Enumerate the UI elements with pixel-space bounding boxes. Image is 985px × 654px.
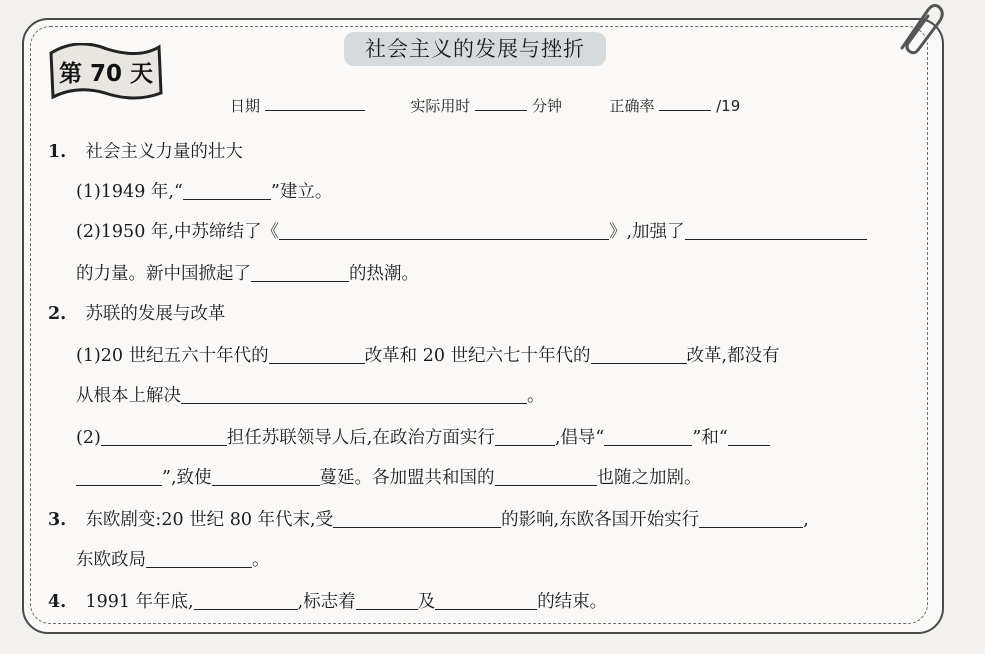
day-number: 第 70 天 (58, 61, 154, 87)
page-title: 社会主义的发展与挫折 (344, 32, 606, 66)
question-1-line-3: 的力量。新中国掀起了 的热潮。 (76, 264, 419, 284)
date-blank[interactable] (265, 92, 365, 111)
paperclip-icon (888, 0, 948, 56)
accuracy-label: 正确率 (609, 97, 655, 115)
answer-blank[interactable] (181, 402, 527, 404)
answer-blank[interactable] (728, 444, 770, 446)
answer-blank[interactable] (101, 444, 227, 446)
answer-blank[interactable] (269, 362, 365, 364)
answer-blank[interactable] (333, 526, 501, 528)
question-1-heading: 1. 社会主义力量的壮大 (48, 142, 243, 162)
question-2-line-2: 从根本上解决 。 (76, 386, 545, 406)
question-2-line-1: (1)20 世纪五六十年代的 改革和 20 世纪六七十年代的 改革,都没有 (76, 346, 780, 366)
answer-blank[interactable] (685, 238, 867, 240)
answer-blank[interactable] (699, 526, 803, 528)
question-3-line-2: 东欧政局 。 (76, 550, 270, 570)
info-row (230, 92, 740, 116)
question-1-line-1: (1)1949 年,“ ”建立。 (76, 182, 333, 202)
question-1-line-2: (2)1950 年,中苏缔结了《 》,加强了 (76, 218, 867, 243)
answer-blank[interactable] (251, 280, 349, 282)
day-badge (47, 43, 165, 101)
accuracy-total: /19 (716, 97, 741, 115)
time-unit: 分钟 (531, 97, 562, 115)
answer-blank[interactable] (356, 608, 418, 610)
question-2-line-4: ”,致使 蔓延。各加盟共和国的 也随之加剧。 (76, 464, 702, 489)
answer-blank[interactable] (435, 608, 537, 610)
question-3-line-1: 3. 东欧剧变:20 世纪 80 年代末,受 的影响,东欧各国开始实行 , (48, 510, 809, 530)
question-2-line-3: (2) 担任苏联领导人后,在政治方面实行 ,倡导“ ”和“ (76, 424, 770, 449)
answer-blank[interactable] (183, 198, 271, 200)
answer-blank[interactable] (604, 444, 692, 446)
question-4-line-1: 4. 1991 年年底, ,标志着 及 的结束。 (48, 592, 608, 612)
answer-blank[interactable] (212, 484, 320, 486)
answer-blank[interactable] (76, 484, 162, 486)
answer-blank[interactable] (495, 484, 597, 486)
answer-blank[interactable] (146, 566, 252, 568)
answer-blank[interactable] (495, 444, 555, 446)
accuracy-blank[interactable] (659, 92, 711, 111)
answer-blank[interactable] (194, 608, 298, 610)
question-2-heading: 2. 苏联的发展与改革 (48, 304, 226, 324)
time-blank[interactable] (475, 92, 527, 111)
answer-blank[interactable] (591, 362, 687, 364)
date-label: 日期 (230, 97, 261, 115)
time-label: 实际用时 (410, 97, 471, 115)
answer-blank[interactable] (279, 238, 609, 240)
